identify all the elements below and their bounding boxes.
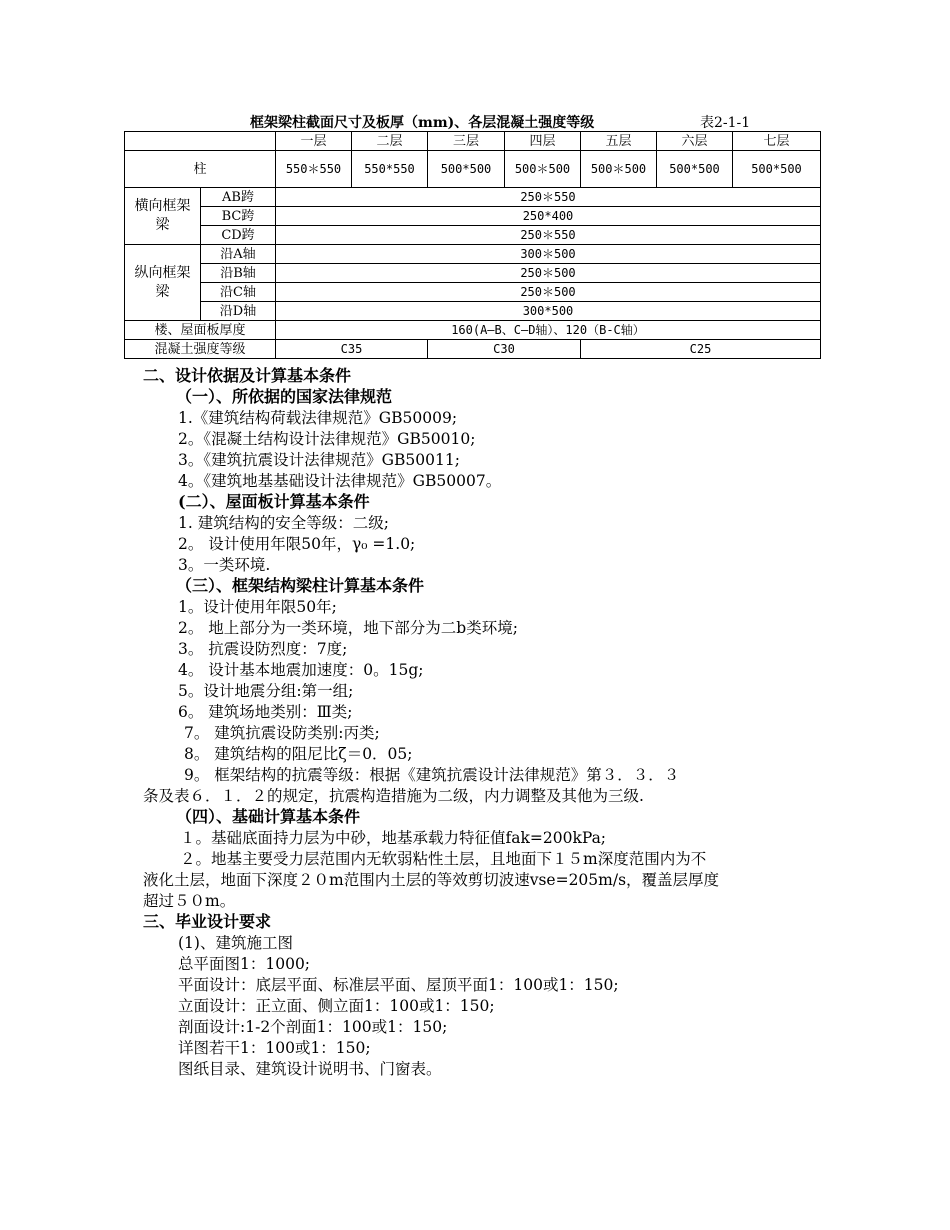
axis-label: 沿B轴 xyxy=(201,264,276,283)
column-size-cell: 500*500 xyxy=(733,151,821,188)
concrete-label: 混凝土强度等级 xyxy=(125,340,276,359)
section-heading: 三、毕业设计要求 xyxy=(143,912,272,931)
beam-size-cell: 250＊550 xyxy=(276,226,821,245)
list-item: 3。 抗震设防烈度：7度; xyxy=(178,640,348,658)
table-row xyxy=(125,245,821,264)
table-row xyxy=(125,188,821,207)
subsection-heading: （一）、所依据的国家法律规范 xyxy=(176,387,393,406)
column-size-cell: 500*500 xyxy=(428,151,505,188)
list-item-continuation: 条及表６．１．２的规定，抗震构造措施为二级，内力调整及其他为三级. xyxy=(143,787,644,805)
floor-header: 五层 xyxy=(581,132,657,151)
list-item: 3。《建筑抗震设计法律规范》GB50011; xyxy=(178,451,460,469)
section-heading: 二、设计依据及计算基本条件 xyxy=(143,366,352,385)
slab-value: 160(A—B、C—D轴）、120（B-C轴） xyxy=(276,321,821,340)
column-size-cell: 500＊500 xyxy=(505,151,581,188)
list-item: 总平面图1：1000; xyxy=(178,955,311,973)
list-item: 剖面设计:1-2个剖面1：100或1：150; xyxy=(178,1018,448,1036)
table-number: 表2-1-1 xyxy=(700,115,751,131)
axis-label: 沿C轴 xyxy=(201,283,276,302)
table-title: 框架梁柱截面尺寸及板厚（mm)、各层混凝土强度等级 xyxy=(250,115,595,131)
list-item: 5。设计地震分组:第一组; xyxy=(178,682,354,700)
floor-header: 二层 xyxy=(352,132,428,151)
table-row xyxy=(125,207,821,226)
list-item: 1. 建筑结构的安全等级：二级; xyxy=(178,514,389,532)
concrete-grade-cell: C35 xyxy=(276,340,428,359)
table-header-row xyxy=(125,132,821,151)
concrete-grade-cell: C30 xyxy=(428,340,581,359)
list-item: ２。地基主要受力层范围内无软弱粘性土层，且地面下１５m深度范围内为不 xyxy=(180,850,707,868)
slab-row xyxy=(125,321,821,340)
concrete-grade-cell: C25 xyxy=(581,340,821,359)
beam-size-cell: 300＊500 xyxy=(276,245,821,264)
list-item: 立面设计：正立面、侧立面1：100或1：150; xyxy=(178,997,495,1015)
table-row xyxy=(125,302,821,321)
subsection-heading: （四）、基础计算基本条件 xyxy=(176,807,361,826)
list-item: 2。 设计使用年限50年，γ₀ =1.0; xyxy=(178,535,416,553)
list-item: 1.《建筑结构荷载法律规范》GB50009; xyxy=(178,409,458,427)
subsection-heading: （三）、框架结构梁柱计算基本条件 xyxy=(176,576,425,595)
list-item: 详图若干1：100或1：150; xyxy=(178,1039,371,1057)
subsection-heading: (1)、建筑施工图 xyxy=(178,934,293,952)
beam-size-cell: 250*400 xyxy=(276,207,821,226)
floor-header: 四层 xyxy=(505,132,581,151)
table-row xyxy=(125,283,821,302)
axis-label: 沿A轴 xyxy=(201,245,276,264)
list-item: １。基础底面持力层为中砂，地基承载力特征值fak=200kPa; xyxy=(180,829,607,847)
table-row xyxy=(125,264,821,283)
beam-size-cell: 300*500 xyxy=(276,302,821,321)
list-item: 6。 建筑场地类别：Ⅲ类; xyxy=(178,703,353,721)
floor-header: 六层 xyxy=(657,132,733,151)
beam-size-cell: 250＊550 xyxy=(276,188,821,207)
table-row xyxy=(125,226,821,245)
beam-size-cell: 250＊500 xyxy=(276,264,821,283)
column-size-cell: 500＊500 xyxy=(581,151,657,188)
list-item: 3。一类环境. xyxy=(178,556,271,574)
concrete-row xyxy=(125,340,821,359)
span-label: CD跨 xyxy=(201,226,276,245)
list-item: 图纸目录、建筑设计说明书、门窗表。 xyxy=(178,1060,442,1078)
column-label: 柱 xyxy=(125,151,276,188)
table-caption xyxy=(0,112,950,132)
beam-size-cell: 250＊500 xyxy=(276,283,821,302)
list-item-continuation: 液化土层，地面下深度２０m范围内土层的等效剪切波速vse=205m/s，覆盖层厚度 xyxy=(143,871,720,889)
header-blank-cell xyxy=(125,132,276,151)
list-item: 8。 建筑结构的阻尼比ζ＝0．05; xyxy=(184,745,413,763)
list-item: 4。《建筑地基基础设计法律规范》GB50007。 xyxy=(178,472,502,490)
floor-header: 七层 xyxy=(733,132,821,151)
list-item: 9。 框架结构的抗震等级：根据《建筑抗震设计法律规范》第３．３．３ xyxy=(184,766,680,784)
list-item: 1。设计使用年限50年; xyxy=(178,598,337,616)
transverse-beam-label: 横向框架梁 xyxy=(125,188,201,245)
column-row xyxy=(125,151,821,188)
floor-header: 三层 xyxy=(428,132,505,151)
subsection-heading: (二）、屋面板计算基本条件 xyxy=(178,492,370,511)
list-item: 2。《混凝土结构设计法律规范》GB50010; xyxy=(178,430,476,448)
section-size-table xyxy=(124,131,821,359)
column-size-cell: 550*550 xyxy=(352,151,428,188)
slab-label: 楼、屋面板厚度 xyxy=(125,321,276,340)
span-label: BC跨 xyxy=(201,207,276,226)
list-item: 7。 建筑抗震设防类别:丙类; xyxy=(184,724,380,742)
span-label: AB跨 xyxy=(201,188,276,207)
list-item-continuation: 超过５０m。 xyxy=(143,892,236,910)
longitudinal-beam-label: 纵向框架梁 xyxy=(125,245,201,321)
list-item: 4。 设计基本地震加速度：0。15g; xyxy=(178,661,424,679)
axis-label: 沿D轴 xyxy=(201,302,276,321)
column-size-cell: 550＊550 xyxy=(276,151,352,188)
list-item: 2。 地上部分为一类环境，地下部分为二b类环境; xyxy=(178,619,518,637)
list-item: 平面设计：底层平面、标准层平面、屋顶平面1：100或1：150; xyxy=(178,976,619,994)
floor-header: 一层 xyxy=(276,132,352,151)
column-size-cell: 500*500 xyxy=(657,151,733,188)
